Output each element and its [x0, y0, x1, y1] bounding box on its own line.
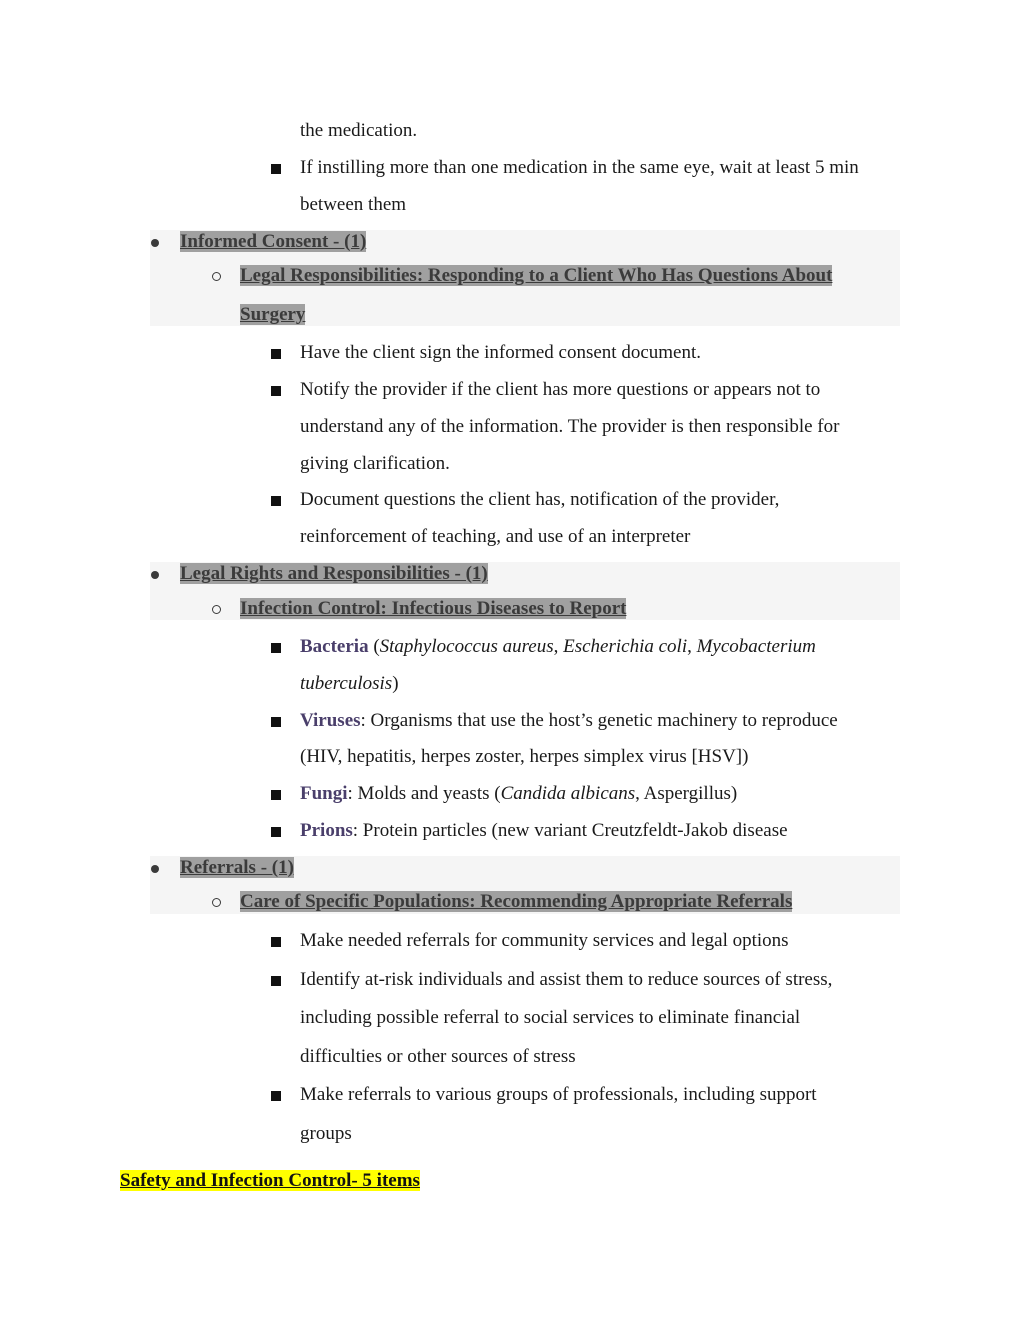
list-item-text: understand any of the information. The provider is then responsible for	[300, 416, 840, 437]
square-bullet-icon	[271, 164, 281, 174]
square-bullet-icon	[271, 386, 281, 396]
square-bullet-icon	[271, 349, 281, 359]
list-item-text: Fungi: Molds and yeasts (Candida albicans, Aspergillus)	[300, 783, 738, 804]
square-bullet-icon	[271, 643, 281, 653]
topic-heading: Legal Rights and Responsibilities - (1)	[180, 563, 488, 584]
square-bullet-icon	[271, 717, 281, 727]
square-bullet-icon	[271, 790, 281, 800]
square-bullet-icon	[271, 937, 281, 947]
subtopic-heading-cont: Surgery	[240, 304, 306, 325]
topic-heading: Informed Consent - (1)	[180, 231, 367, 252]
list-item-text: Viruses: Organisms that use the host’s genetic machinery to reproduce	[300, 710, 838, 731]
disc-bullet-icon	[151, 571, 159, 579]
list-item-text: groups	[300, 1123, 352, 1144]
list-item-text: Prions: Protein particles (new variant Creutzfeldt-Jakob disease	[300, 820, 788, 841]
circle-bullet-icon	[212, 272, 221, 281]
list-item-text: (HIV, hepatitis, herpes zoster, herpes simplex virus [HSV])	[300, 746, 749, 767]
circle-bullet-icon	[212, 605, 221, 614]
square-bullet-icon	[271, 496, 281, 506]
list-item-text: Make referrals to various groups of professionals, including support	[300, 1084, 817, 1105]
list-item-text: Identify at-risk individuals and assist them to reduce sources of stress,	[300, 969, 833, 990]
list-item-text: giving clarification.	[300, 453, 450, 474]
subtopic-heading: Infection Control: Infectious Diseases to Report	[240, 598, 627, 619]
disc-bullet-icon	[151, 865, 159, 873]
list-item-text: between them	[300, 194, 407, 215]
list-item-text: Have the client sign the informed consent document.	[300, 342, 701, 363]
list-item-text: reinforcement of teaching, and use of an interpreter	[300, 526, 691, 547]
disc-bullet-icon	[151, 239, 159, 247]
list-item-text: tuberculosis)	[300, 673, 399, 694]
list-item-text: difficulties or other sources of stress	[300, 1046, 576, 1067]
circle-bullet-icon	[212, 898, 221, 907]
subtopic-heading: Care of Specific Populations: Recommending Appropriate Referrals	[240, 891, 793, 912]
list-item-text: Bacteria (Staphylococcus aureus, Escherichia coli, Mycobacterium	[300, 636, 816, 657]
continuation-text: the medication.	[300, 120, 418, 141]
list-item-text: Document questions the client has, notification of the provider,	[300, 489, 780, 510]
list-item-text: Make needed referrals for community services and legal options	[300, 930, 789, 951]
list-item-text: including possible referral to social services to eliminate financial	[300, 1007, 801, 1028]
list-item-text: Notify the provider if the client has more questions or appears not to	[300, 379, 821, 400]
section-heading: Safety and Infection Control- 5 items	[120, 1170, 420, 1191]
list-item-text: If instilling more than one medication in the same eye, wait at least 5 min	[300, 157, 859, 178]
square-bullet-icon	[271, 976, 281, 986]
square-bullet-icon	[271, 827, 281, 837]
square-bullet-icon	[271, 1091, 281, 1101]
topic-heading: Referrals - (1)	[180, 857, 294, 878]
subtopic-heading: Legal Responsibilities: Responding to a Client Who Has Questions About	[240, 265, 833, 286]
